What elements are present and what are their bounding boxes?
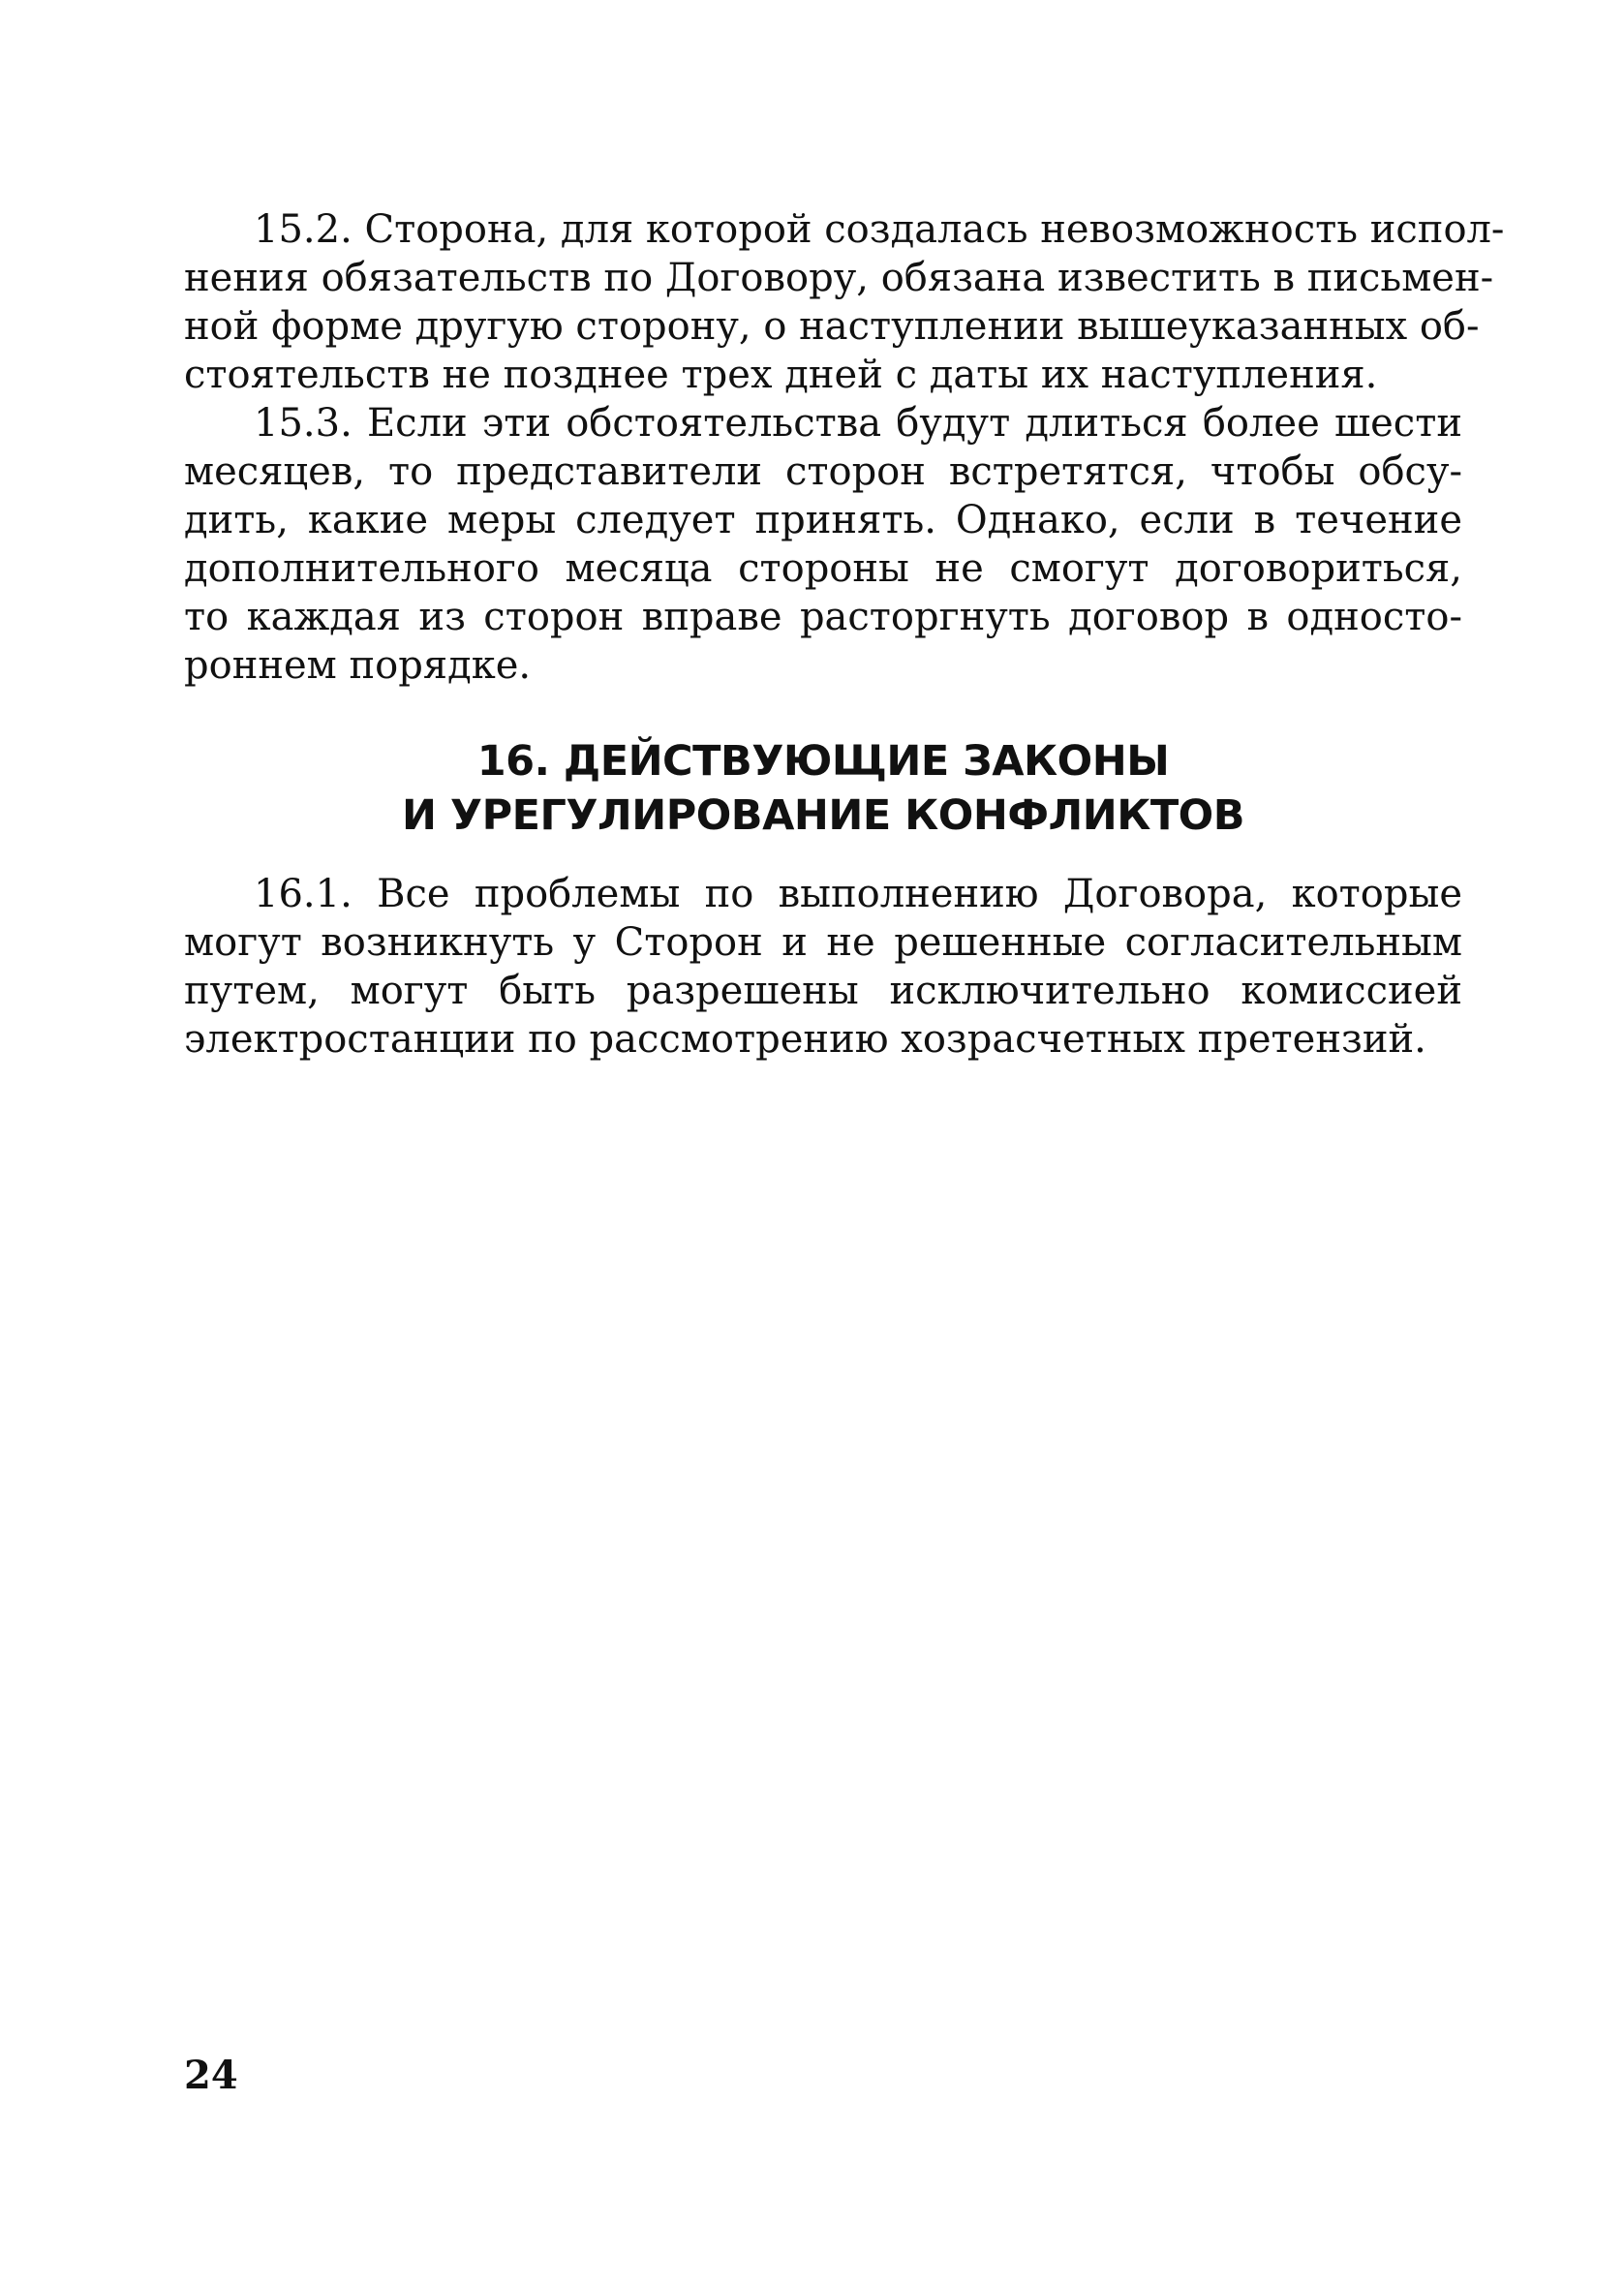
paragraph-line: 15.2. Сторона, для которой создалась невозможность испол-	[254, 207, 1505, 252]
paragraph-line: ной форме другую сторону, о наступлении вышеуказанных об-	[184, 304, 1480, 349]
paragraph-line: то каждая из сторон вправе расторгнуть договор в односто-	[184, 595, 1462, 639]
section-heading-line-2: И УРЕГУЛИРОВАНИЕ КОНФЛИКТОВ	[401, 791, 1245, 840]
paragraph-line: путем, могут быть разрешены исключительно комиссией	[184, 969, 1462, 1013]
paragraph-15-2	[184, 205, 1505, 399]
paragraph-15-3	[184, 399, 1462, 690]
paragraph-line: нения обязательств по Договору, обязана известить в письмен-	[184, 256, 1494, 300]
paragraph-line: роннем порядке.	[184, 643, 532, 688]
paragraph-line: электростанции по рассмотрению хозрасчетных претензий.	[184, 1017, 1426, 1062]
paragraph-line: 15.3. Если эти обстоятельства будут длиться более шести	[254, 401, 1462, 446]
paragraph-line: дить, какие меры следует принять. Однако, если в течение	[184, 498, 1462, 542]
page-number: 24	[184, 2053, 238, 2098]
paragraph-line: месяцев, то представители сторон встретятся, чтобы обсу-	[184, 449, 1462, 494]
paragraph-line: дополнительного месяца стороны не смогут договориться,	[184, 546, 1462, 591]
paragraph-line: стоятельств не позднее трех дней с даты их наступления.	[184, 353, 1378, 397]
section-heading-line-1: 16. ДЕЙСТВУЮЩИЕ ЗАКОНЫ	[476, 737, 1170, 786]
paragraph-16-1	[184, 870, 1462, 1064]
paragraph-line: могут возникнуть у Сторон и не решенные согласительным	[184, 920, 1462, 965]
section-heading	[184, 734, 1462, 843]
paragraph-line: 16.1. Все проблемы по выполнению Договора, которые	[254, 872, 1462, 916]
